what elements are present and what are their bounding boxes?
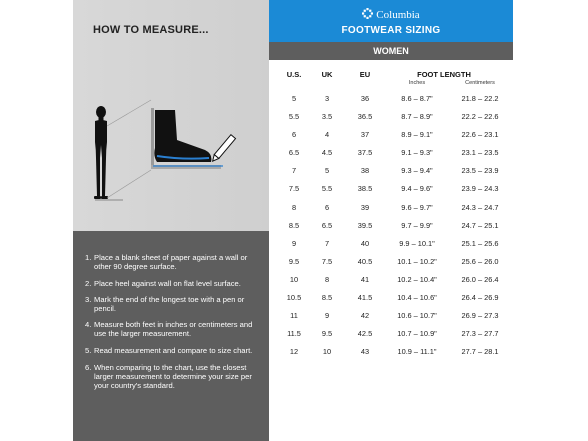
table-row	[269, 270, 513, 288]
cell-us: 8	[291, 202, 297, 212]
brand-header	[269, 0, 513, 42]
cell-uk: 8	[324, 274, 330, 284]
cell-eu: 43	[360, 347, 370, 357]
cell-inches: 9.1 – 9.3"	[401, 148, 433, 158]
cell-uk: 6.5	[321, 220, 333, 230]
instruction-step: 4. Measure both feet in inches or centimeters and use the larger measurement.	[85, 320, 253, 338]
cell-inches: 8.7 – 8.9"	[401, 112, 433, 122]
cell-eu: 40.5	[357, 256, 373, 266]
col-header-foot-length: FOOT LENGTH	[417, 70, 471, 79]
cell-eu: 38	[360, 166, 370, 176]
table-row	[269, 216, 513, 234]
table-row	[269, 324, 513, 342]
cell-uk: 7	[324, 238, 330, 248]
columbia-logo-icon	[362, 8, 373, 19]
footwear-sizing-title: FOOTWEAR SIZING	[341, 25, 441, 36]
cell-uk: 7.5	[321, 256, 333, 266]
cell-inches: 10.2 – 10.4"	[397, 274, 437, 284]
instruction-step: 1. Place a blank sheet of paper against a wall or other 90 degree surface.	[85, 253, 248, 271]
cell-eu: 42.5	[357, 329, 373, 339]
cell-inches: 8.9 – 9.1"	[401, 130, 433, 140]
cell-centimeters: 23.9 – 24.3	[461, 184, 499, 194]
table-row	[269, 179, 513, 197]
col-header-uk: UK	[321, 70, 333, 79]
cell-us: 11.5	[287, 329, 301, 339]
sizing-chart-panel	[269, 0, 513, 441]
cell-eu: 37.5	[357, 148, 373, 158]
cell-eu: 39	[360, 202, 370, 212]
cell-us: 12	[289, 347, 299, 357]
table-row	[269, 306, 513, 324]
table-row	[269, 89, 513, 107]
cell-inches: 9.3 – 9.4"	[401, 166, 433, 176]
instruction-step: 5. Read measurement and compare to size chart.	[85, 346, 253, 355]
illustration-area	[73, 0, 269, 231]
cell-us: 9.5	[288, 256, 300, 266]
table-row	[269, 107, 513, 125]
cell-centimeters: 27.7 – 28.1	[461, 347, 499, 357]
cell-eu: 38.5	[357, 184, 373, 194]
cell-inches: 9.9 – 10.1"	[399, 238, 435, 248]
cell-inches: 8.6 – 8.7"	[401, 94, 433, 103]
cell-uk: 3	[324, 94, 330, 103]
instruction-step: 3. Mark the end of the longest toe with a pen or pencil.	[85, 295, 245, 313]
cell-eu: 37	[360, 130, 370, 140]
person-silhouette-icon	[94, 106, 108, 199]
cell-uk: 6	[324, 202, 330, 212]
cell-us: 9	[291, 238, 297, 248]
cell-centimeters: 25.1 – 25.6	[461, 238, 499, 248]
cell-inches: 10.4 – 10.6"	[397, 293, 437, 303]
cell-eu: 36	[360, 94, 370, 103]
table-row	[269, 288, 513, 306]
cell-uk: 4	[324, 130, 330, 140]
cell-inches: 9.7 – 9.9"	[401, 220, 433, 230]
cell-centimeters: 26.0 – 26.4	[461, 274, 499, 284]
cell-uk: 4.5	[321, 148, 333, 158]
table-row	[269, 161, 513, 179]
table-row	[269, 234, 513, 252]
cell-centimeters: 21.8 – 22.2	[461, 94, 499, 103]
cell-uk: 9.5	[321, 329, 333, 339]
cell-eu: 40	[360, 238, 370, 248]
cell-us: 7	[291, 166, 297, 176]
cell-centimeters: 22.2 – 22.6	[461, 112, 499, 122]
cell-centimeters: 26.9 – 27.3	[461, 311, 499, 321]
table-row	[269, 198, 513, 216]
sock-foot-icon	[154, 110, 211, 162]
cell-uk: 3.5	[321, 112, 333, 122]
cell-eu: 36.5	[357, 112, 373, 122]
col-header-eu: EU	[359, 70, 371, 79]
cell-us: 6	[291, 130, 297, 140]
cell-uk: 5	[324, 166, 330, 176]
cell-eu: 42	[360, 311, 370, 321]
instruction-step: 6. When comparing to the chart, use the closest larger measurement to determine your size per your country's standard.	[85, 363, 252, 390]
table-row	[269, 252, 513, 270]
cell-centimeters: 24.7 – 25.1	[461, 220, 499, 230]
cell-centimeters: 22.6 – 23.1	[461, 130, 499, 140]
table-row	[269, 125, 513, 143]
cell-eu: 39.5	[357, 220, 373, 230]
cell-us: 5	[291, 94, 297, 103]
cell-inches: 10.7 – 10.9"	[397, 329, 437, 339]
size-table	[269, 89, 513, 360]
cell-inches: 10.9 – 11.1"	[397, 347, 437, 357]
cell-centimeters: 26.4 – 26.9	[461, 293, 499, 303]
cell-us: 6.5	[288, 148, 300, 158]
cell-inches: 10.6 – 10.7"	[397, 311, 437, 321]
instruction-steps	[85, 253, 265, 398]
table-row	[269, 342, 513, 360]
how-to-measure-panel	[73, 0, 269, 441]
cell-uk: 10	[322, 347, 332, 357]
instruction-step: 2. Place heel against wall on flat level surface.	[85, 279, 241, 288]
cell-us: 10	[289, 274, 299, 284]
women-label: WOMEN	[269, 42, 513, 60]
measure-illustration	[73, 90, 269, 220]
col-header-us: U.S.	[286, 70, 302, 79]
cell-us: 5.5	[288, 112, 300, 122]
cell-uk: 9	[324, 311, 330, 321]
cell-centimeters: 23.1 – 23.5	[461, 148, 499, 158]
how-to-measure-title: HOW TO MEASURE...	[93, 24, 209, 36]
brand-logo: Columbia	[269, 8, 513, 21]
cell-inches: 9.6 – 9.7"	[401, 202, 433, 212]
cell-eu: 41	[360, 274, 370, 284]
col-subheader-centimeters: Centimeters	[465, 80, 495, 86]
col-subheader-inches: Inches	[408, 80, 426, 86]
cell-inches: 10.1 – 10.2"	[397, 256, 437, 266]
cell-inches: 9.4 – 9.6"	[401, 184, 433, 194]
instructions-box	[73, 231, 269, 441]
pencil-icon	[210, 135, 235, 163]
cell-eu: 41.5	[357, 293, 373, 303]
cell-uk: 5.5	[321, 184, 333, 194]
cell-us: 10.5	[286, 293, 302, 303]
cell-centimeters: 27.3 – 27.7	[461, 329, 499, 339]
cell-us: 8.5	[288, 220, 300, 230]
cell-centimeters: 24.3 – 24.7	[461, 202, 499, 212]
cell-centimeters: 25.6 – 26.0	[461, 256, 499, 266]
table-row	[269, 143, 513, 161]
cell-us: 11	[290, 311, 298, 321]
cell-uk: 8.5	[321, 293, 333, 303]
cell-us: 7.5	[288, 184, 300, 194]
cell-centimeters: 23.5 – 23.9	[461, 166, 499, 176]
